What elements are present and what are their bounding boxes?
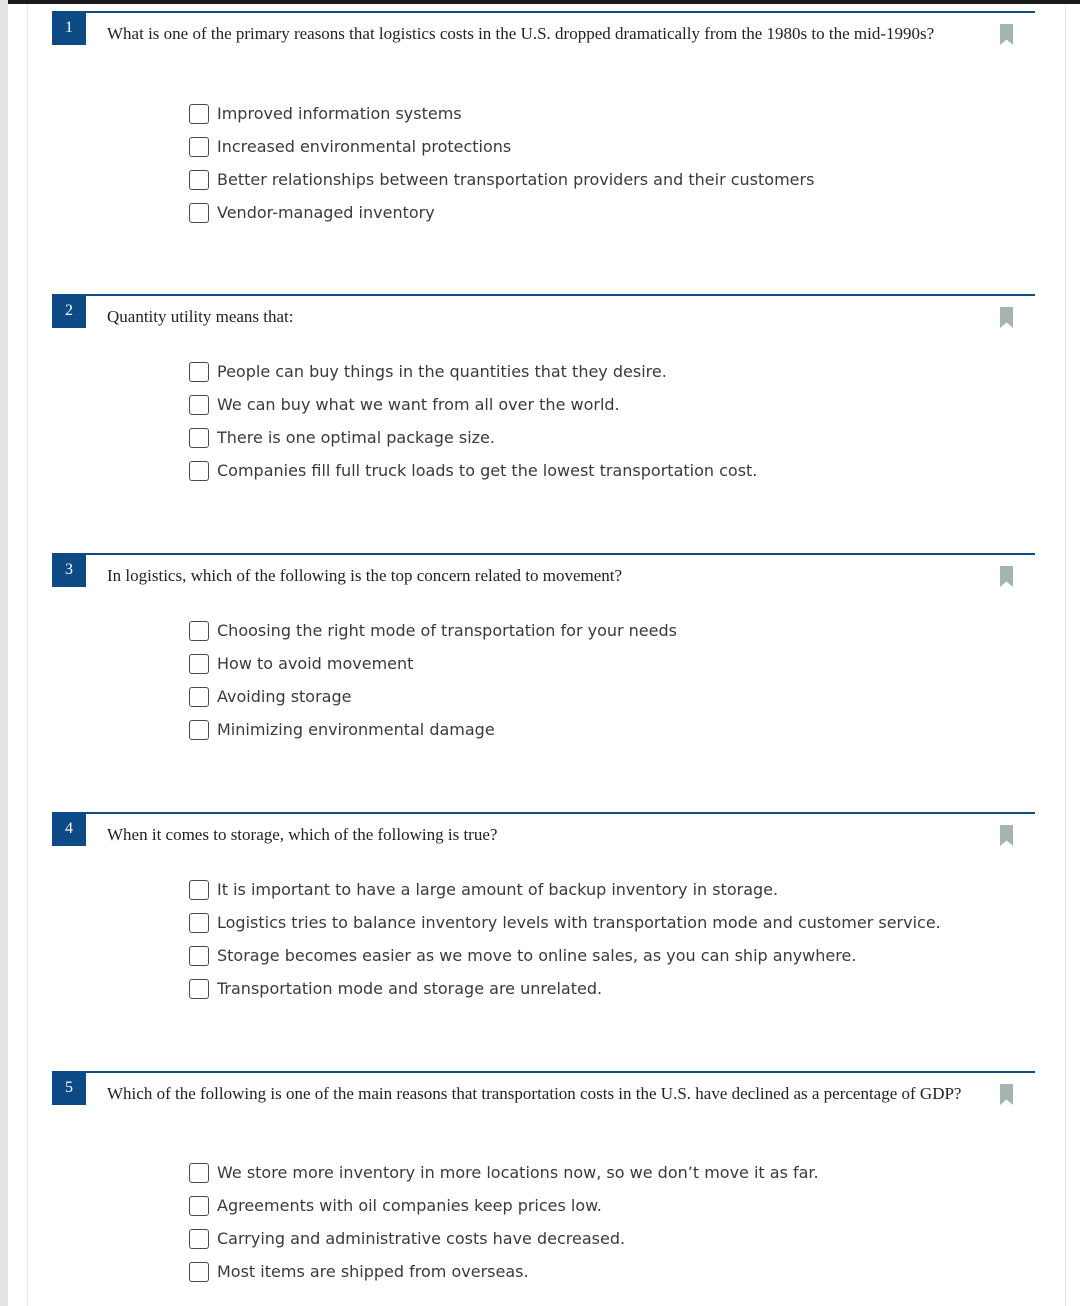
answer-option[interactable] (189, 906, 941, 939)
answer-option[interactable] (189, 130, 814, 163)
option-label: People can buy things in the quantities that they desire. (217, 362, 667, 381)
answer-option[interactable] (189, 614, 677, 647)
answer-option[interactable] (189, 1255, 819, 1288)
checkbox[interactable] (189, 170, 209, 190)
answer-option[interactable] (189, 939, 941, 972)
answer-option[interactable] (189, 972, 941, 1005)
answer-option[interactable] (189, 355, 757, 388)
answer-option[interactable] (189, 97, 814, 130)
answer-options (189, 97, 814, 229)
option-label: Minimizing environmental damage (217, 720, 495, 739)
checkbox[interactable] (189, 654, 209, 674)
answer-option[interactable] (189, 873, 941, 906)
answer-options (189, 1156, 819, 1288)
checkbox[interactable] (189, 720, 209, 740)
checkbox[interactable] (189, 979, 209, 999)
question-text: Quantity utility means that: (107, 307, 294, 326)
checkbox[interactable] (189, 428, 209, 448)
answer-option[interactable] (189, 680, 677, 713)
option-label: Agreements with oil companies keep prices low. (217, 1196, 602, 1215)
answer-option[interactable] (189, 388, 757, 421)
bookmark-icon[interactable] (1000, 825, 1013, 846)
question-number-badge: 2 (52, 294, 86, 328)
option-label: There is one optimal package size. (217, 428, 495, 447)
answer-option[interactable] (189, 647, 677, 680)
question-divider (52, 11, 1035, 13)
checkbox[interactable] (189, 461, 209, 481)
answer-option[interactable] (189, 163, 814, 196)
option-label: We can buy what we want from all over the world. (217, 395, 620, 414)
option-label: Logistics tries to balance inventory levels with transportation mode and customer service. (217, 913, 941, 932)
question-text: Which of the following is one of the main reasons that transportation costs in the U.S. have declined as a percentage of GDP? (107, 1084, 962, 1103)
checkbox[interactable] (189, 880, 209, 900)
question-text: What is one of the primary reasons that logistics costs in the U.S. dropped dramatically from the 1980s to the mid-1990s? (107, 24, 935, 43)
option-label: How to avoid movement (217, 654, 414, 673)
answer-option[interactable] (189, 713, 677, 746)
answer-option[interactable] (189, 421, 757, 454)
checkbox[interactable] (189, 1163, 209, 1183)
answer-options (189, 873, 941, 1005)
checkbox[interactable] (189, 362, 209, 382)
answer-options (189, 355, 757, 487)
option-label: Choosing the right mode of transportation for your needs (217, 621, 677, 640)
answer-options (189, 614, 677, 746)
checkbox[interactable] (189, 621, 209, 641)
answer-option[interactable] (189, 1222, 819, 1255)
question-text: When it comes to storage, which of the following is true? (107, 825, 498, 844)
bookmark-icon[interactable] (1000, 1084, 1013, 1105)
option-label: Increased environmental protections (217, 137, 512, 156)
checkbox[interactable] (189, 395, 209, 415)
bookmark-icon[interactable] (1000, 566, 1013, 587)
checkbox[interactable] (189, 913, 209, 933)
option-label: Vendor-managed inventory (217, 203, 435, 222)
answer-option[interactable] (189, 454, 757, 487)
checkbox[interactable] (189, 1196, 209, 1216)
question-number-badge: 4 (52, 812, 86, 846)
bookmark-icon[interactable] (1000, 307, 1013, 328)
question-number-badge: 5 (52, 1071, 86, 1105)
option-label: We store more inventory in more locations now, so we don’t move it as far. (217, 1163, 819, 1182)
option-label: Improved information systems (217, 104, 462, 123)
answer-option[interactable] (189, 196, 814, 229)
answer-option[interactable] (189, 1156, 819, 1189)
option-label: Most items are shipped from overseas. (217, 1262, 529, 1281)
checkbox[interactable] (189, 1229, 209, 1249)
question-divider (52, 553, 1035, 555)
option-label: It is important to have a large amount of backup inventory in storage. (217, 880, 779, 899)
question-number-badge: 1 (52, 11, 86, 45)
bookmark-icon[interactable] (1000, 24, 1013, 45)
option-label: Carrying and administrative costs have decreased. (217, 1229, 626, 1248)
question-divider (52, 812, 1035, 814)
option-label: Better relationships between transportation providers and their customers (217, 170, 815, 189)
checkbox[interactable] (189, 104, 209, 124)
checkbox[interactable] (189, 203, 209, 223)
checkbox[interactable] (189, 946, 209, 966)
checkbox[interactable] (189, 137, 209, 157)
question-divider (52, 1071, 1035, 1073)
answer-option[interactable] (189, 1189, 819, 1222)
option-label: Storage becomes easier as we move to online sales, as you can ship anywhere. (217, 946, 857, 965)
option-label: Avoiding storage (217, 687, 352, 706)
checkbox[interactable] (189, 1262, 209, 1282)
question-number-badge: 3 (52, 553, 86, 587)
left-rail (0, 0, 8, 1306)
option-label: Transportation mode and storage are unrelated. (217, 979, 603, 998)
checkbox[interactable] (189, 687, 209, 707)
option-label: Companies fill full truck loads to get the lowest transportation cost. (217, 461, 758, 480)
question-divider (52, 294, 1035, 296)
question-text: In logistics, which of the following is the top concern related to movement? (107, 566, 623, 585)
